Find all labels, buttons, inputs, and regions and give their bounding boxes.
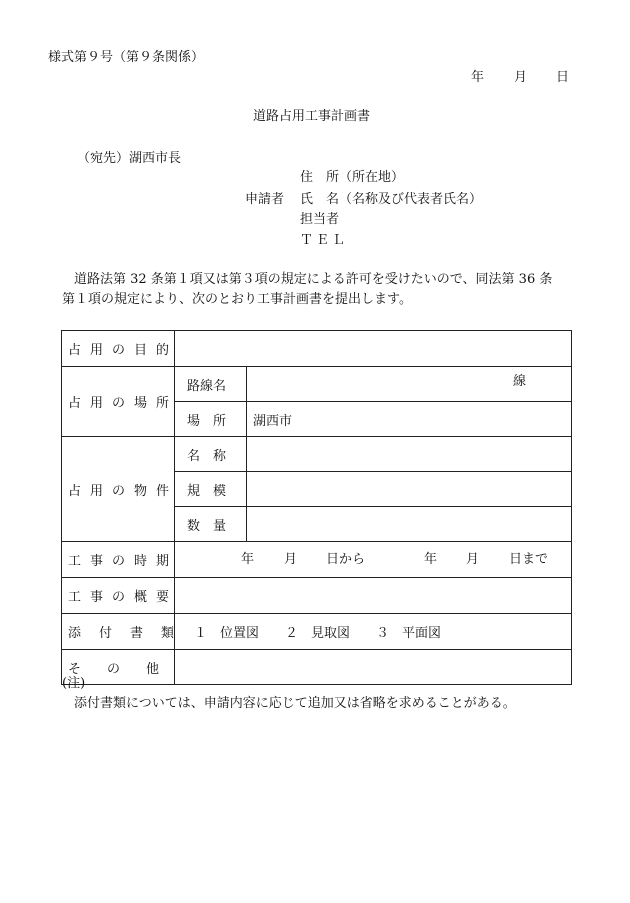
contact-label: 担当者 xyxy=(300,212,340,227)
location-label: 場 所 xyxy=(175,402,247,437)
row-outline xyxy=(62,578,572,614)
row-period xyxy=(62,542,572,578)
period-to-month: 月 xyxy=(466,552,480,567)
applicant-label: 申請者 xyxy=(245,192,285,207)
name-label: 氏 名（名称及び代表者氏名） xyxy=(300,192,483,207)
body-line-2: 第１項の規定により、次のとおり工事計画書を提出します。 xyxy=(62,292,412,307)
object-quantity-field[interactable] xyxy=(247,507,572,542)
note-heading: (注) xyxy=(62,676,86,691)
attachments-label: 添付書類 xyxy=(62,614,175,650)
object-name-label: 名 称 xyxy=(175,437,247,472)
date-month: 月 xyxy=(514,70,528,85)
addressee: （宛先）湖西市長 xyxy=(77,151,182,166)
object-quantity-label: 数 量 xyxy=(175,507,247,542)
form-number: 様式第９号（第９条関係） xyxy=(48,50,205,65)
other-label: その他 xyxy=(62,650,175,685)
period-from-month: 月 xyxy=(284,552,298,567)
date-day: 日 xyxy=(556,70,570,85)
application-table xyxy=(61,330,572,685)
route-label: 路線名 xyxy=(175,367,247,402)
period-label: 工事の時期 xyxy=(62,542,175,578)
object-scale-label: 規 模 xyxy=(175,472,247,507)
period-to-day: 日まで xyxy=(509,552,549,567)
purpose-field[interactable] xyxy=(175,331,572,367)
object-name-field[interactable] xyxy=(247,437,572,472)
row-object-name xyxy=(62,437,572,472)
document-title: 道路占用工事計画書 xyxy=(253,109,371,124)
body-line-1: 道路法第 32 条第１項又は第３項の規定による許可を受けたいので、同法第 36 条 xyxy=(74,272,553,287)
note-text: 添付書類については、申請内容に応じて追加又は省略を求めることがある。 xyxy=(74,696,516,711)
period-to-year: 年 xyxy=(424,552,438,567)
route-suffix: 線 xyxy=(513,374,527,389)
period-from-year: 年 xyxy=(241,552,255,567)
address-label: 住 所（所在地） xyxy=(300,170,405,185)
period-from-day: 日から xyxy=(326,552,366,567)
row-purpose xyxy=(62,331,572,367)
date-year: 年 xyxy=(471,70,485,85)
object-label: 占用の物件 xyxy=(62,437,175,542)
outline-field[interactable] xyxy=(175,578,572,614)
row-other xyxy=(62,650,572,685)
object-scale-field[interactable] xyxy=(247,472,572,507)
location-field[interactable]: 湖西市 xyxy=(247,402,572,437)
tel-label: ＴＥＬ xyxy=(300,233,349,248)
purpose-label: 占用の目的 xyxy=(62,331,175,367)
attachments-field: １ 位置図 ２ 見取図 ３ 平面図 xyxy=(175,614,572,650)
route-field[interactable] xyxy=(247,367,572,402)
other-field[interactable] xyxy=(175,650,572,685)
place-label: 占用の場所 xyxy=(62,367,175,437)
row-route xyxy=(62,367,572,402)
row-attachments xyxy=(62,614,572,650)
period-field[interactable] xyxy=(175,542,572,578)
outline-label: 工事の概要 xyxy=(62,578,175,614)
